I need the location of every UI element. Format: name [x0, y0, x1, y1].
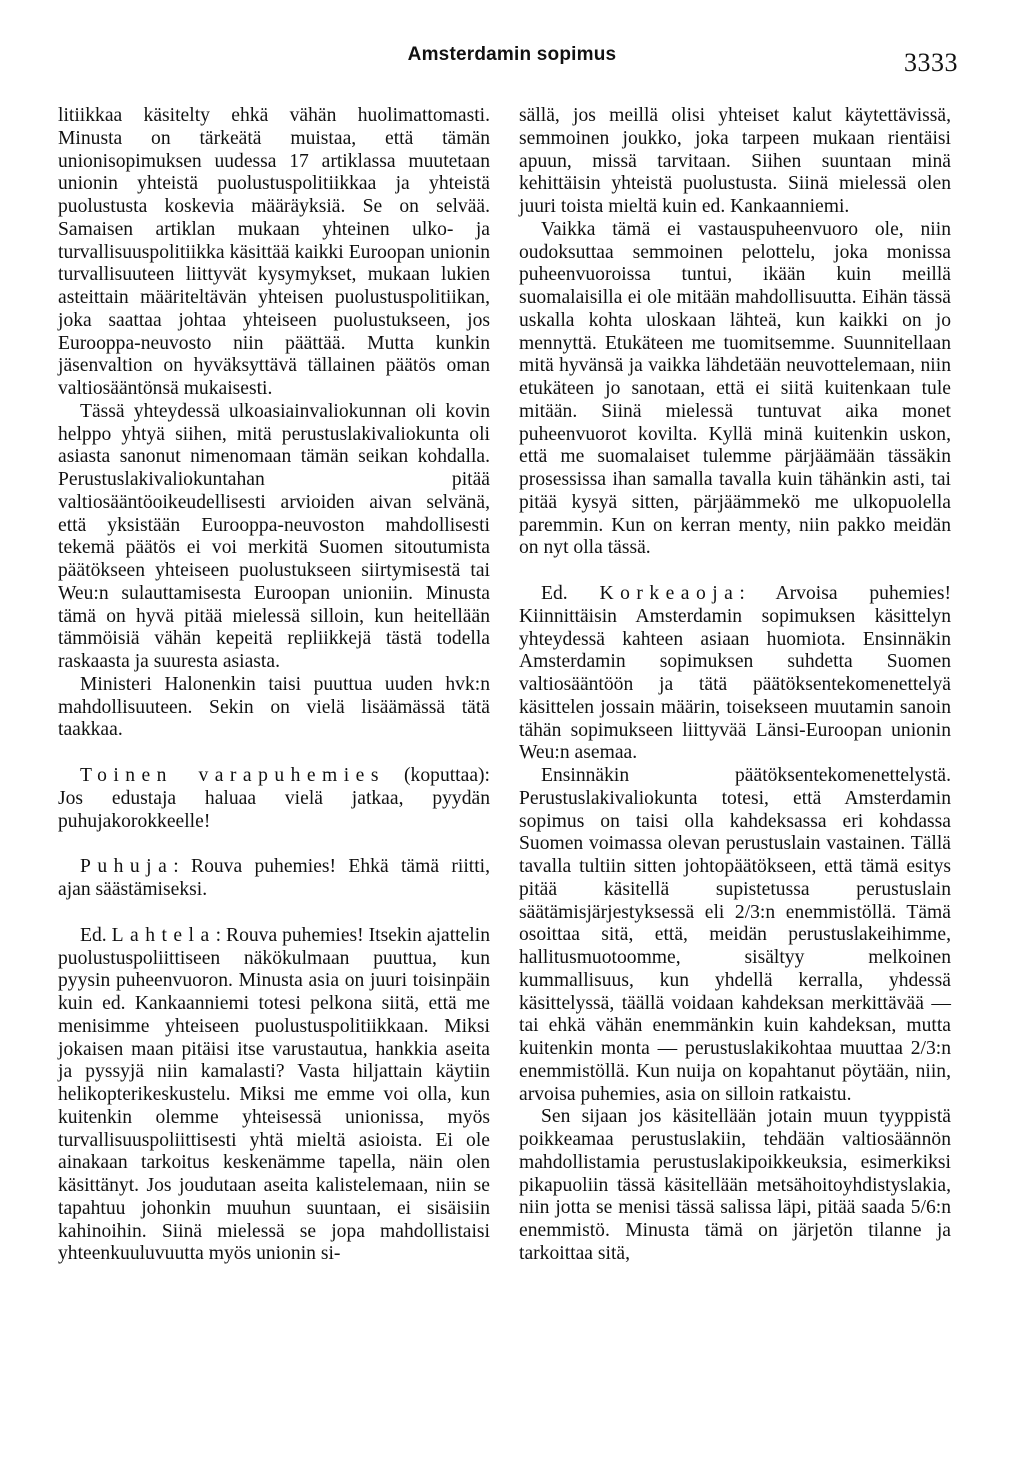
right-paragraph-2: Vaikka tämä ei vastauspuheenvuoro ole, niin oudoksuttaa semmoinen pelottelu, joka monissa puheenvuoroissa tuntui, ikään kuin meillä suomalaisilla ei ole mitään mahdollisuutta. Eihän tässä uskalla kohta uloskaan lähteä, kun kaikki on jo mennyttä. Etukäteen me tuomitsemme. Suunnitellaan mitä hyvänsä ja vaikka lähdetään neuvottelemaan, niin etukäteen jo sanotaan, että ei siitä kuitenkaan tule mitään. Siinä mielessä tuntuvat aika monet puheenvuorot kovilta. Kyllä minä kuitenkin uskon, että me suomalaiset tulemme pärjäämään tässäkin prosessissa ihan samalla tavalla kuin tähänkin asti, tai pitää kysyä sitten, pärjäämmekö me ulkopuolella paremmin. Kun on kerran menty, niin pakko meidän on nyt olla tässä. — [519, 218, 951, 559]
left-paragraph-speaker-puhuja — [58, 856, 490, 902]
left-paragraph-1: litiikkaa käsitelty ehkä vähän huolimattomasti. Minusta on tärkeätä muistaa, että tämän unionisopimuksen uudessa 17 artiklassa muutetaan unionin yhteistä puolustuspolitiikkaa ja yhteistä puolustusta koskevia määräyksiä. Se on selvää. Samaisen artiklan mukaan yhteinen ulko- ja turvallisuuspolitiikka käsittää kaikki Euroopan unionin turvallisuuteen liittyvät kysymykset, mukaan lukien asteittain määriteltävän yhteisen puolustuspolitiikan, joka saattaa johtaa yhteiseen puolustukseen, jos Eurooppa-neuvosto niin päättää. Mutta kunkin jäsenvaltion on hyväksyttävä tällainen päätös oman valtiosääntönsä mukaisesti. — [58, 105, 490, 399]
speech-text: : Arvoisa puhemies! Kiinnittäisin Amsterdamin sopimuksen käsittelyn yhteydessä kahteen asiaan huomiota. Ensinnäkin Amsterdamin sopimuksen suhdetta Suomen valtiosääntöön ja tätä päätöksentekomenettelyä käsittelen jossain määrin, toisekseen muutamin sanoin tähän sopimukseen liittyvää Länsi-Euroopan unionin Weu:n asemaa. — [519, 583, 951, 764]
left-paragraph-speaker-toinen-varapuhemies — [58, 765, 490, 833]
speaker-name: Toinen varapuhemies — [80, 765, 385, 786]
left-paragraph-speaker-lahtela — [58, 925, 490, 1266]
left-column — [58, 105, 490, 1266]
speaker-name: Lahtela — [111, 924, 216, 946]
speech-text: : Rouva puhemies! Itsekin ajattelin puolustuspoliittiseen näkökulmaan puuttua, kun pyysin puheenvuoron. Minusta asia on juuri toisinpäin kuin ed. Kankaanniemi totesi pelkona siitä, että me menisimme yhteiseen puolustuspolitiikkaan. Miksi jokaisen maan pitäisi itse varustautua, hankkia aseita ja pyssyjä niin kamalasti? Vasta hiljattain käytiin helikopterikeskustelu. Miksi me emme voi olla, kun kuitenkin olemme yhteisessä unionissa, myös turvallisuuspoliittisesti yhtä mieltä asioista. Ei ole ainakaan tarkoitus keskenämme tapella, näin olen käsittänyt. Jos joudutaan aseita kalistelemaan, niin se tapahtuu johonkin muuhun suuntaan, ei sisäisiin kahinoihin. Siinä mielessä se jopa mahdollistaisi yhteenkuuluvuutta myös unionin si- — [58, 924, 490, 1265]
right-paragraph-speaker-korkeaoja — [519, 583, 951, 765]
speaker-name: Puhuja — [80, 856, 174, 878]
left-paragraph-2: Tässä yhteydessä ulkoasiainvaliokunnan oli kovin helppo yhtyä siihen, mitä perustuslakivaliokunta oli asiasta sanonut nimenomaan tämän seikan kohdalla. Perustuslakivaliokuntahan pitää valtiosääntöoikeudellisesti arvioiden aivan selvänä, että yksistään Eurooppa-neuvoston mahdollisesti tekemä päätös ei voi merkitä Suomen sitoutumista päätökseen yhteiseen puolustukseen siirtymisestä tai Weu:n sulauttamisesta Euroopan unioniin. Minusta tämä on hyvä pitää mielessä silloin, kun heitellään tämmöisiä vähän kepeitä repliikkejä tästä todella raskaasta ja suuresta asiasta. — [58, 400, 490, 672]
speaker-prefix: Ed. — [541, 583, 600, 604]
speech-text: : Rouva puhemies! Ehkä tämä riitti, ajan säästämiseksi. — [58, 856, 490, 900]
speaker-prefix: Ed. — [80, 924, 112, 946]
speaker-name: Korkeaoja — [599, 583, 740, 604]
speech-text: (koputtaa): Jos edustaja haluaa vielä jatkaa, pyydän puhujakorokkeelle! — [58, 765, 490, 832]
page-number: 3333 — [904, 48, 958, 77]
right-column — [519, 105, 951, 1266]
right-paragraph-1: sällä, jos meillä olisi yhteiset kalut käytettävissä, semmoinen joukko, joka tarpeen mukaan rientäisi apuun, missä tarvitaan. Siihen suuntaan minä kehittäisin yhteistä puolustusta. Siinä mielessä olen juuri toista mieltä kuin ed. Kankaanniemi. — [519, 105, 951, 217]
right-paragraph-5: Sen sijaan jos käsitellään jotain muun tyyppistä poikkeamaa perustuslakiin, tehdään valtiosäännön mahdollistamia perustuslakipoikkeuksia, esimerkiksi pikapuoliin tässä käsitellään metsähoitoyhdistyslakia, niin jotta se menisi tässä salissa läpi, pitää saada 5/6:n enemmistö. Minusta tämä on järjetön tilanne ja tarkoittaa sitä, — [519, 1106, 951, 1264]
running-header-title: Amsterdamin sopimus — [407, 44, 617, 65]
left-paragraph-3: Ministeri Halonenkin taisi puuttua uuden hvk:n mahdollisuuteen. Sekin on vielä lisäämässä tätä taakkaa. — [58, 673, 490, 741]
right-paragraph-4: Ensinnäkin päätöksentekomenettelystä. Perustuslakivaliokunta totesi, että Amsterdamin sopimus on taisi olla kahdeksassa eri kohdassa Suomen voimassa olevan perustuslain vastainen. Tällä tavalla tultiin sitten johtopäätökseen, että tämä esitys pitää käsitellä supistetussa perustuslain säätämisjärjestyksessä eli 2/3:n enemmistöllä. Tämä osoittaa sitä, että, meidän perustuslakeihimme, hallitusmuotoomme, sisältyy melkoinen kummallisuus, kun yhdellä kerralla, yhdessä käsittelyssä, täällä voidaan kahdeksan merkittävää — tai ehkä vähän enemmänkin kuin kahdeksan, mutta kuitenkin monta — perustuslakikohtaa muuttaa 2/3:n enemmistöllä. Kun nuija on kopahtanut pöytään, niin, arvoisa puhemies, asia on silloin ratkaistu. — [519, 765, 951, 1105]
